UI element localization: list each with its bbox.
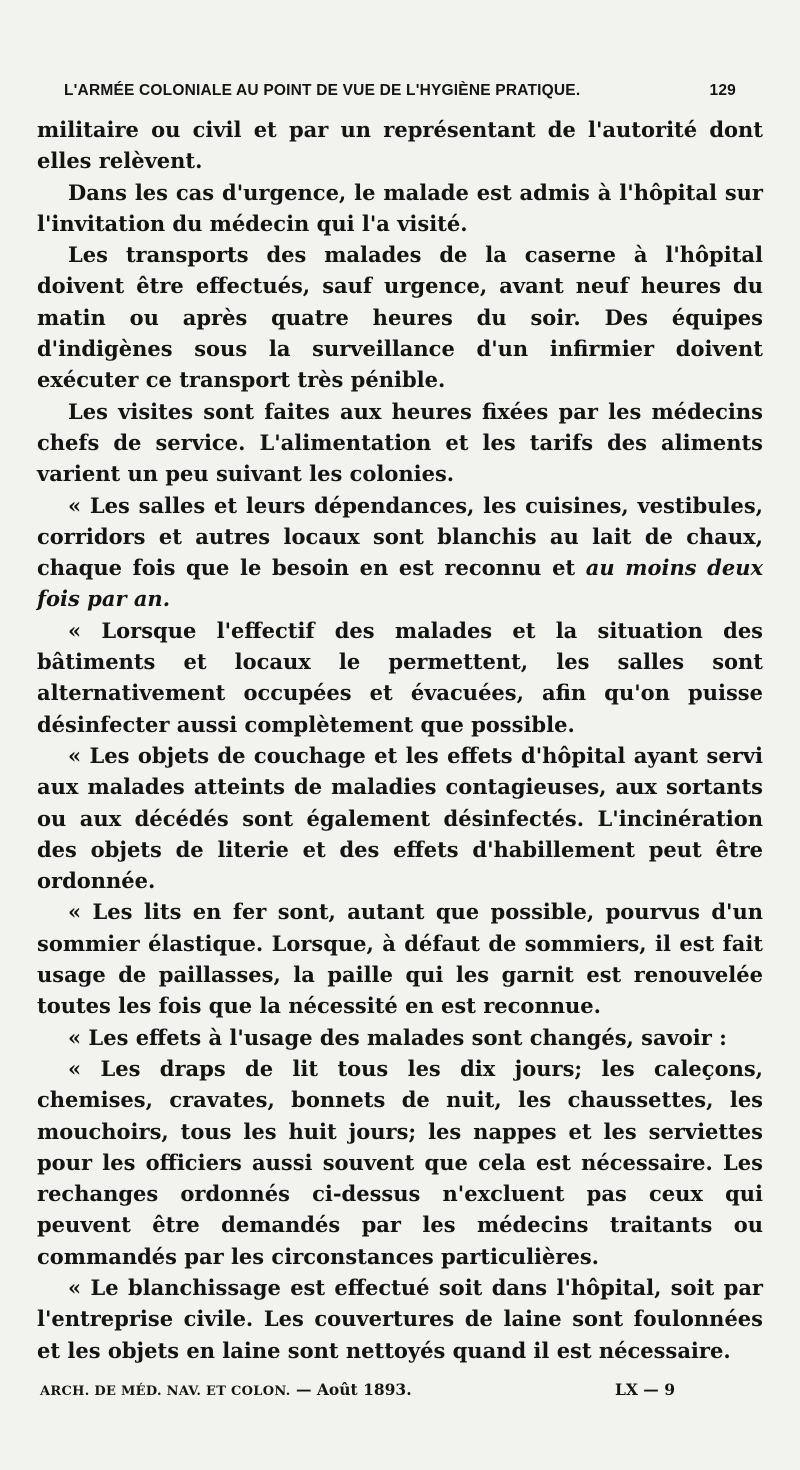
issue-date: Août 1893. [316, 1380, 412, 1399]
footer-citation [40, 1380, 412, 1399]
salles-text: « Les salles et leurs dépendances, les cuisines, vestibules, corridors et autres locaux sont blanchis au lait de chaux, chaque fois que le besoin en est reconnu et [37, 492, 763, 581]
body-text [37, 114, 763, 1366]
paragraph-continued: militaire ou civil et par un représentant de l'autorité dont elles relèvent. [37, 117, 763, 174]
paragraph-visites: Les visites sont faites aux heures fixées par les médecins chefs de service. L'alimentation et les tarifs des aliments varient un peu suivant les colonies. [37, 398, 763, 487]
paragraph-blanchissage: « Le blanchissage est effectué soit dans l'hôpital, soit par l'entreprise civile. Les couvertures de laine sont foulonnées et les objets en laine sont nettoyés quand il est nécessaire. [37, 1274, 763, 1363]
paragraph-salles [37, 490, 763, 615]
running-header [64, 82, 736, 100]
paragraph-lits: « Les lits en fer sont, autant que possible, pourvus d'un sommier élastique. Lorsque, à défaut de sommiers, il est fait usage de paillasses, la paille qui les garnit est renouvelée toutes les fois que la nécessité en est reconnue. [37, 899, 763, 1019]
journal-name: ARCH. DE MÉD. NAV. ET COLON. [40, 1384, 291, 1399]
paragraph-urgence: Dans les cas d'urgence, le malade est admis à l'hôpital sur l'invitation du médecin qui l'a visité. [37, 179, 763, 236]
footer-dash: — [295, 1380, 312, 1399]
salles-emphasis: au moins deux fois par an. [37, 555, 764, 612]
paragraph-effectif: « Lorsque l'effectif des malades et la situation des bâtiments et locaux le permettent, les salles sont alternativement occupées et évacuées, afin qu'on puisse désinfecter aussi complètement que possible. [37, 617, 763, 737]
running-title: L'ARMÉE COLONIALE AU POINT DE VUE DE L'HYGIÈNE PRATIQUE. [64, 82, 581, 99]
paragraph-draps: « Les draps de lit tous les dix jours; les caleçons, chemises, cravates, bonnets de nuit, les chaussettes, les mouchoirs, tous les huit jours; les nappes et les serviettes pour les officiers aussi souvent que cela est nécessaire. Les rechanges ordonnés ci-dessus n'excluent pas ceux qui peuvent être demandés par les médecins traitants ou commandés par les circonstances particulières. [37, 1055, 763, 1269]
page-footer [40, 1380, 675, 1399]
paragraph-effets: « Les effets à l'usage des malades sont changés, savoir : [68, 1024, 727, 1050]
paragraph-transports: Les transports des malades de la caserne à l'hôpital doivent être effectués, sauf urgence, avant neuf heures du matin ou après quatre heures du soir. Des équipes d'indigènes sous la surveillance d'un infirmier doivent exécuter ce transport très pénible. [37, 242, 763, 393]
signature-mark: LX — 9 [614, 1380, 675, 1399]
page-number: 129 [709, 82, 736, 99]
paragraph-couchage: « Les objets de couchage et les effets d'hôpital ayant servi aux malades atteints de maladies contagieuses, aux sortants ou aux décédés sont également désinfectés. L'incinération des objets de literie et des effets d'habillement peut être ordonnée. [37, 742, 763, 894]
